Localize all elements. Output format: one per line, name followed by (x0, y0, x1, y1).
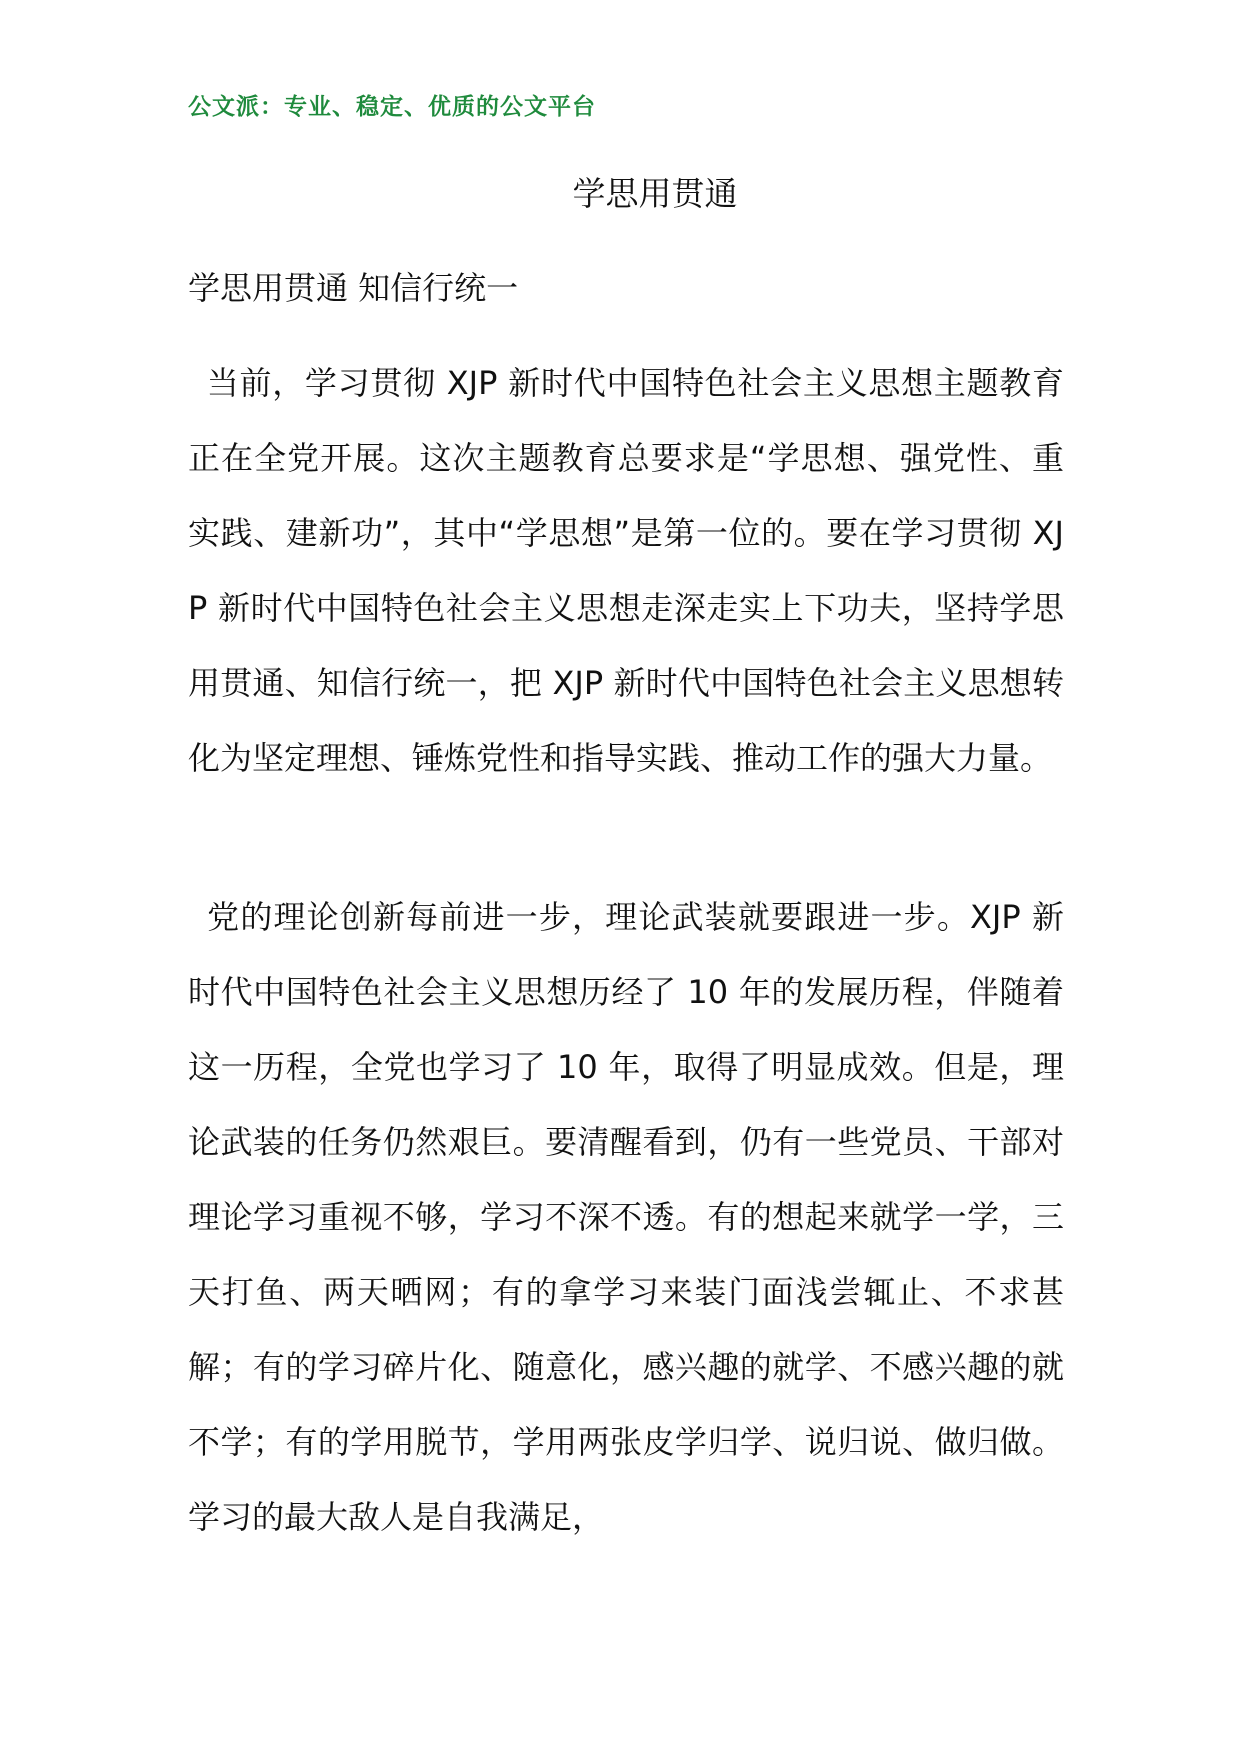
document-title (0, 172, 1240, 216)
header-brand-text: 公文派：专业、稳定、优质的公文平台 (188, 94, 596, 120)
document-title-text: 学思用贯通 (572, 174, 738, 213)
paragraph-1 (188, 346, 1064, 796)
paragraph-1-text: 当前，学习贯彻 XJP 新时代中国特色社会主义思想主题教育正在全党开展。这次主题教育总要求是“学思想、强党性、重实践、建新功”，其中“学思想”是第一位的。要在学习贯彻 XJP 新时代中国特色社会主义思想走深走实上下功夫，坚持学思用贯通、知信行统一，把 XJP 新时代中国特色社会主义思想转化为坚定理想、锤炼党性和指导实践、推动工作的强大力量。 (188, 364, 1064, 777)
paragraph-2-text: 党的理论创新每前进一步，理论武装就要跟进一步。XJP 新时代中国特色社会主义思想历经了 10 年的发展历程，伴随着这一历程，全党也学习了 10 年，取得了明显成效。但是，理论武装的任务仍然艰巨。要清醒看到，仍有一些党员、干部对理论学习重视不够，学习不深不透。有的想起来就学一学，三天打鱼、两天晒网；有的拿学习来装门面浅尝辄止、不求甚解；有的学习碎片化、随意化，感兴趣的就学、不感兴趣的就不学；有的学用脱节，学用两张皮学归学、说归说、做归做。学习的最大敌人是自我满足， (188, 898, 1064, 1536)
document-subtitle: 学思用贯通 知信行统一 (188, 269, 519, 307)
paragraph-2 (188, 880, 1064, 1555)
